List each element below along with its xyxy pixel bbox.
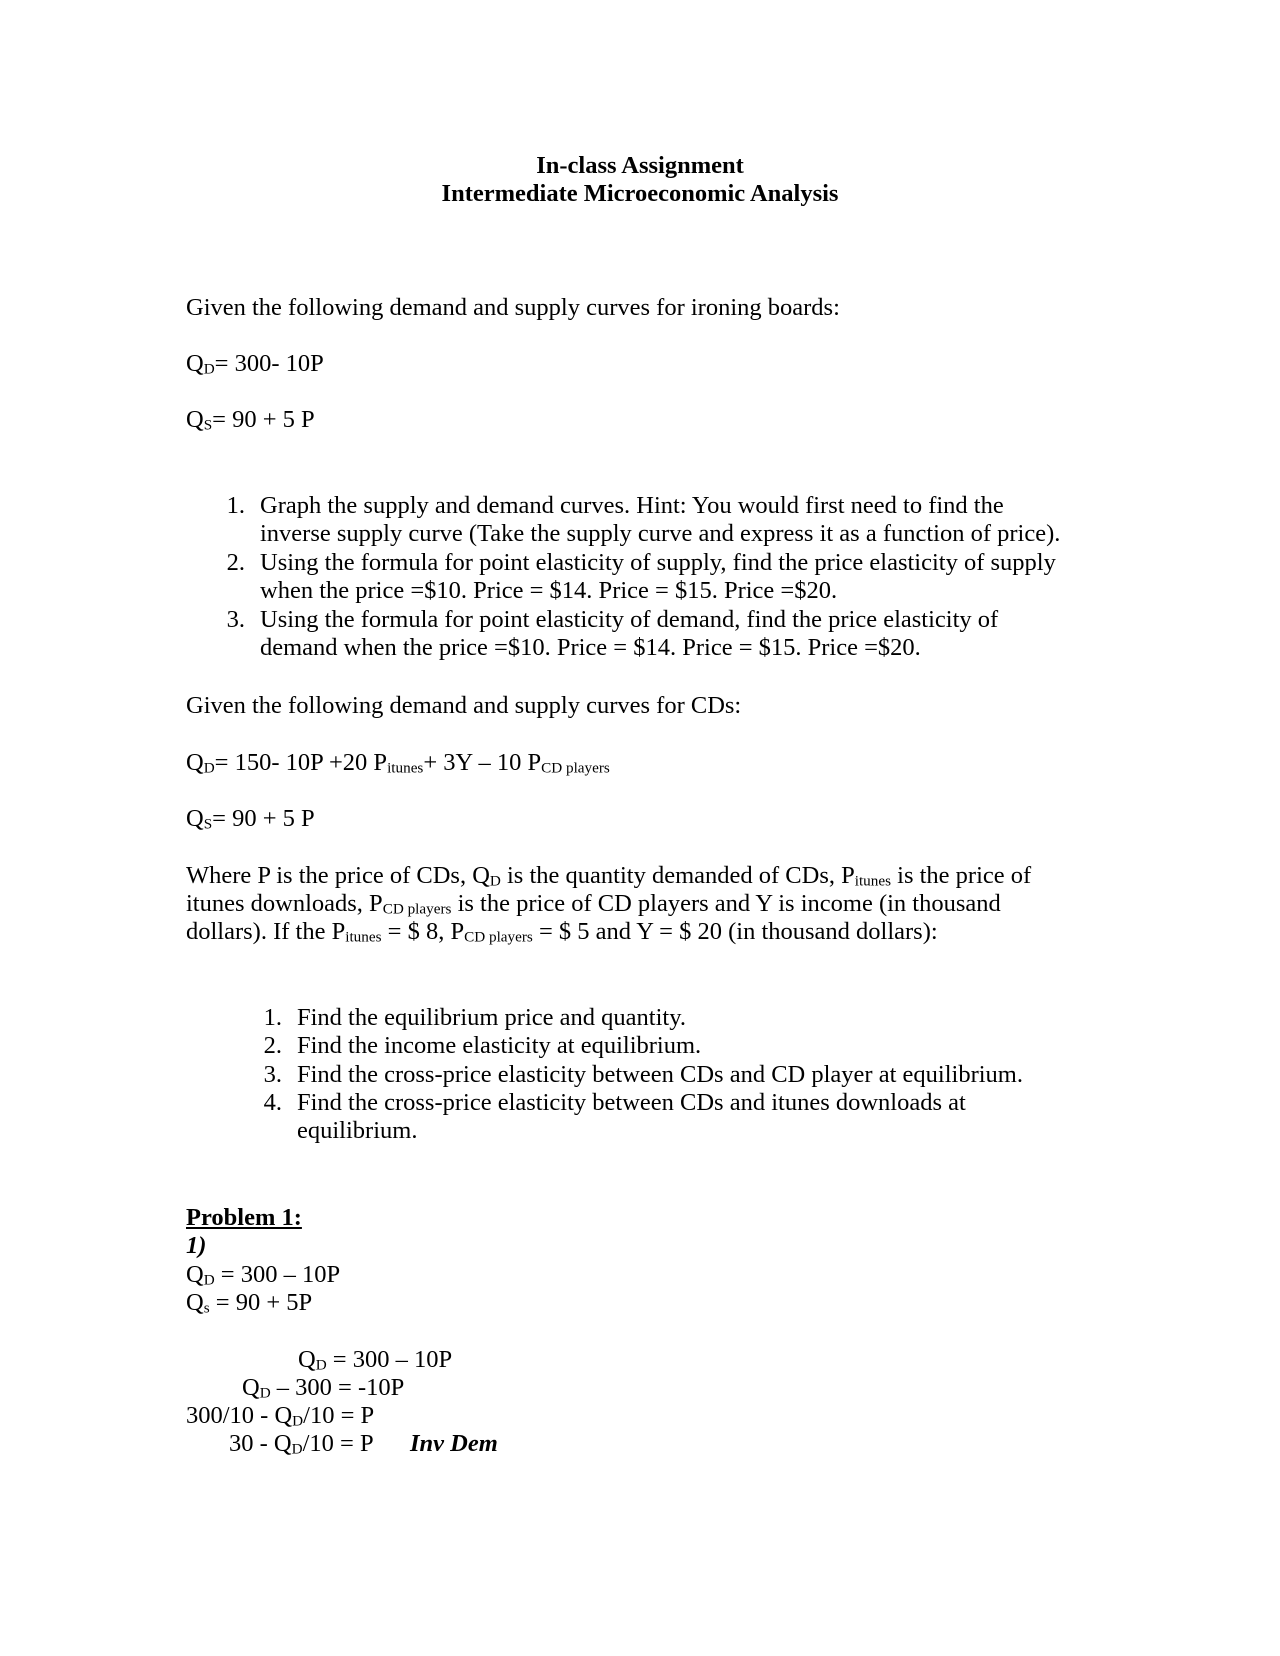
solution-heading: Problem 1: — [186, 1204, 302, 1231]
part2-demand-equation: QD= 150- 10P +20 Pitunes+ 3Y – 10 PCD players — [186, 749, 610, 777]
list-text: Using the formula for point elasticity of demand, find the price elasticity of — [260, 606, 999, 633]
part2-where-line-1: Where P is the price of CDs, QD is the quantity demanded of CDs, Pitunes is the price of — [186, 862, 1032, 890]
list-text: Using the formula for point elasticity of supply, find the price elasticity of supply — [260, 549, 1056, 576]
derivation-step-2: QD – 300 = -10P — [242, 1374, 405, 1402]
list-text: Find the cross-price elasticity between CDs and itunes downloads at — [297, 1089, 966, 1116]
derivation-step-3: 300/10 - QD/10 = P — [186, 1402, 375, 1430]
list-text: inverse supply curve (Take the supply curve and express it as a function of price). — [260, 520, 1061, 547]
list-text: Find the cross-price elasticity between CDs and CD player at equilibrium. — [297, 1061, 1023, 1088]
derivation-step-4: 30 - QD/10 = P — [229, 1430, 374, 1458]
document-subtitle: Intermediate Microeconomic Analysis — [441, 180, 839, 207]
list-number: 2. — [263, 1032, 282, 1059]
inverse-demand-label: Inv Dem — [410, 1430, 498, 1457]
part2-intro: Given the following demand and supply curves for CDs: — [186, 692, 742, 719]
list-number: 3. — [226, 606, 245, 633]
list-text: Find the income elasticity at equilibrium. — [297, 1032, 702, 1059]
part1-supply-equation: QS= 90 + 5 P — [186, 406, 315, 434]
part1-intro: Given the following demand and supply curves for ironing boards: — [186, 294, 840, 321]
solution-demand-equation: QD = 300 – 10P — [186, 1261, 341, 1289]
list-number: 2. — [226, 549, 245, 576]
list-number: 1. — [226, 492, 245, 519]
part1-demand-equation: QD= 300- 10P — [186, 350, 324, 378]
list-text: equilibrium. — [297, 1117, 418, 1144]
part2-where-line-2: itunes downloads, PCD players is the price of CD players and Y is income (in thousand — [186, 890, 1001, 918]
list-number: 3. — [263, 1061, 282, 1088]
solution-supply-equation: Qs = 90 + 5P — [186, 1289, 313, 1317]
part2-where-line-3: dollars). If the Pitunes = $ 8, PCD players = $ 5 and Y = $ 20 (in thousand dollars): — [186, 918, 938, 946]
list-number: 1. — [263, 1004, 282, 1031]
list-text: Graph the supply and demand curves. Hint: You would first need to find the — [260, 492, 1004, 519]
document-title: In-class Assignment — [536, 152, 744, 179]
part2-supply-equation: QS= 90 + 5 P — [186, 805, 315, 833]
derivation-step-1: QD = 300 – 10P — [298, 1346, 453, 1374]
solution-part-label: 1) — [186, 1232, 207, 1259]
list-number: 4. — [263, 1089, 282, 1116]
list-text: when the price =$10. Price = $14. Price = $15. Price =$20. — [260, 577, 838, 604]
list-text: Find the equilibrium price and quantity. — [297, 1004, 686, 1031]
list-text: demand when the price =$10. Price = $14. Price = $15. Price =$20. — [260, 634, 921, 661]
